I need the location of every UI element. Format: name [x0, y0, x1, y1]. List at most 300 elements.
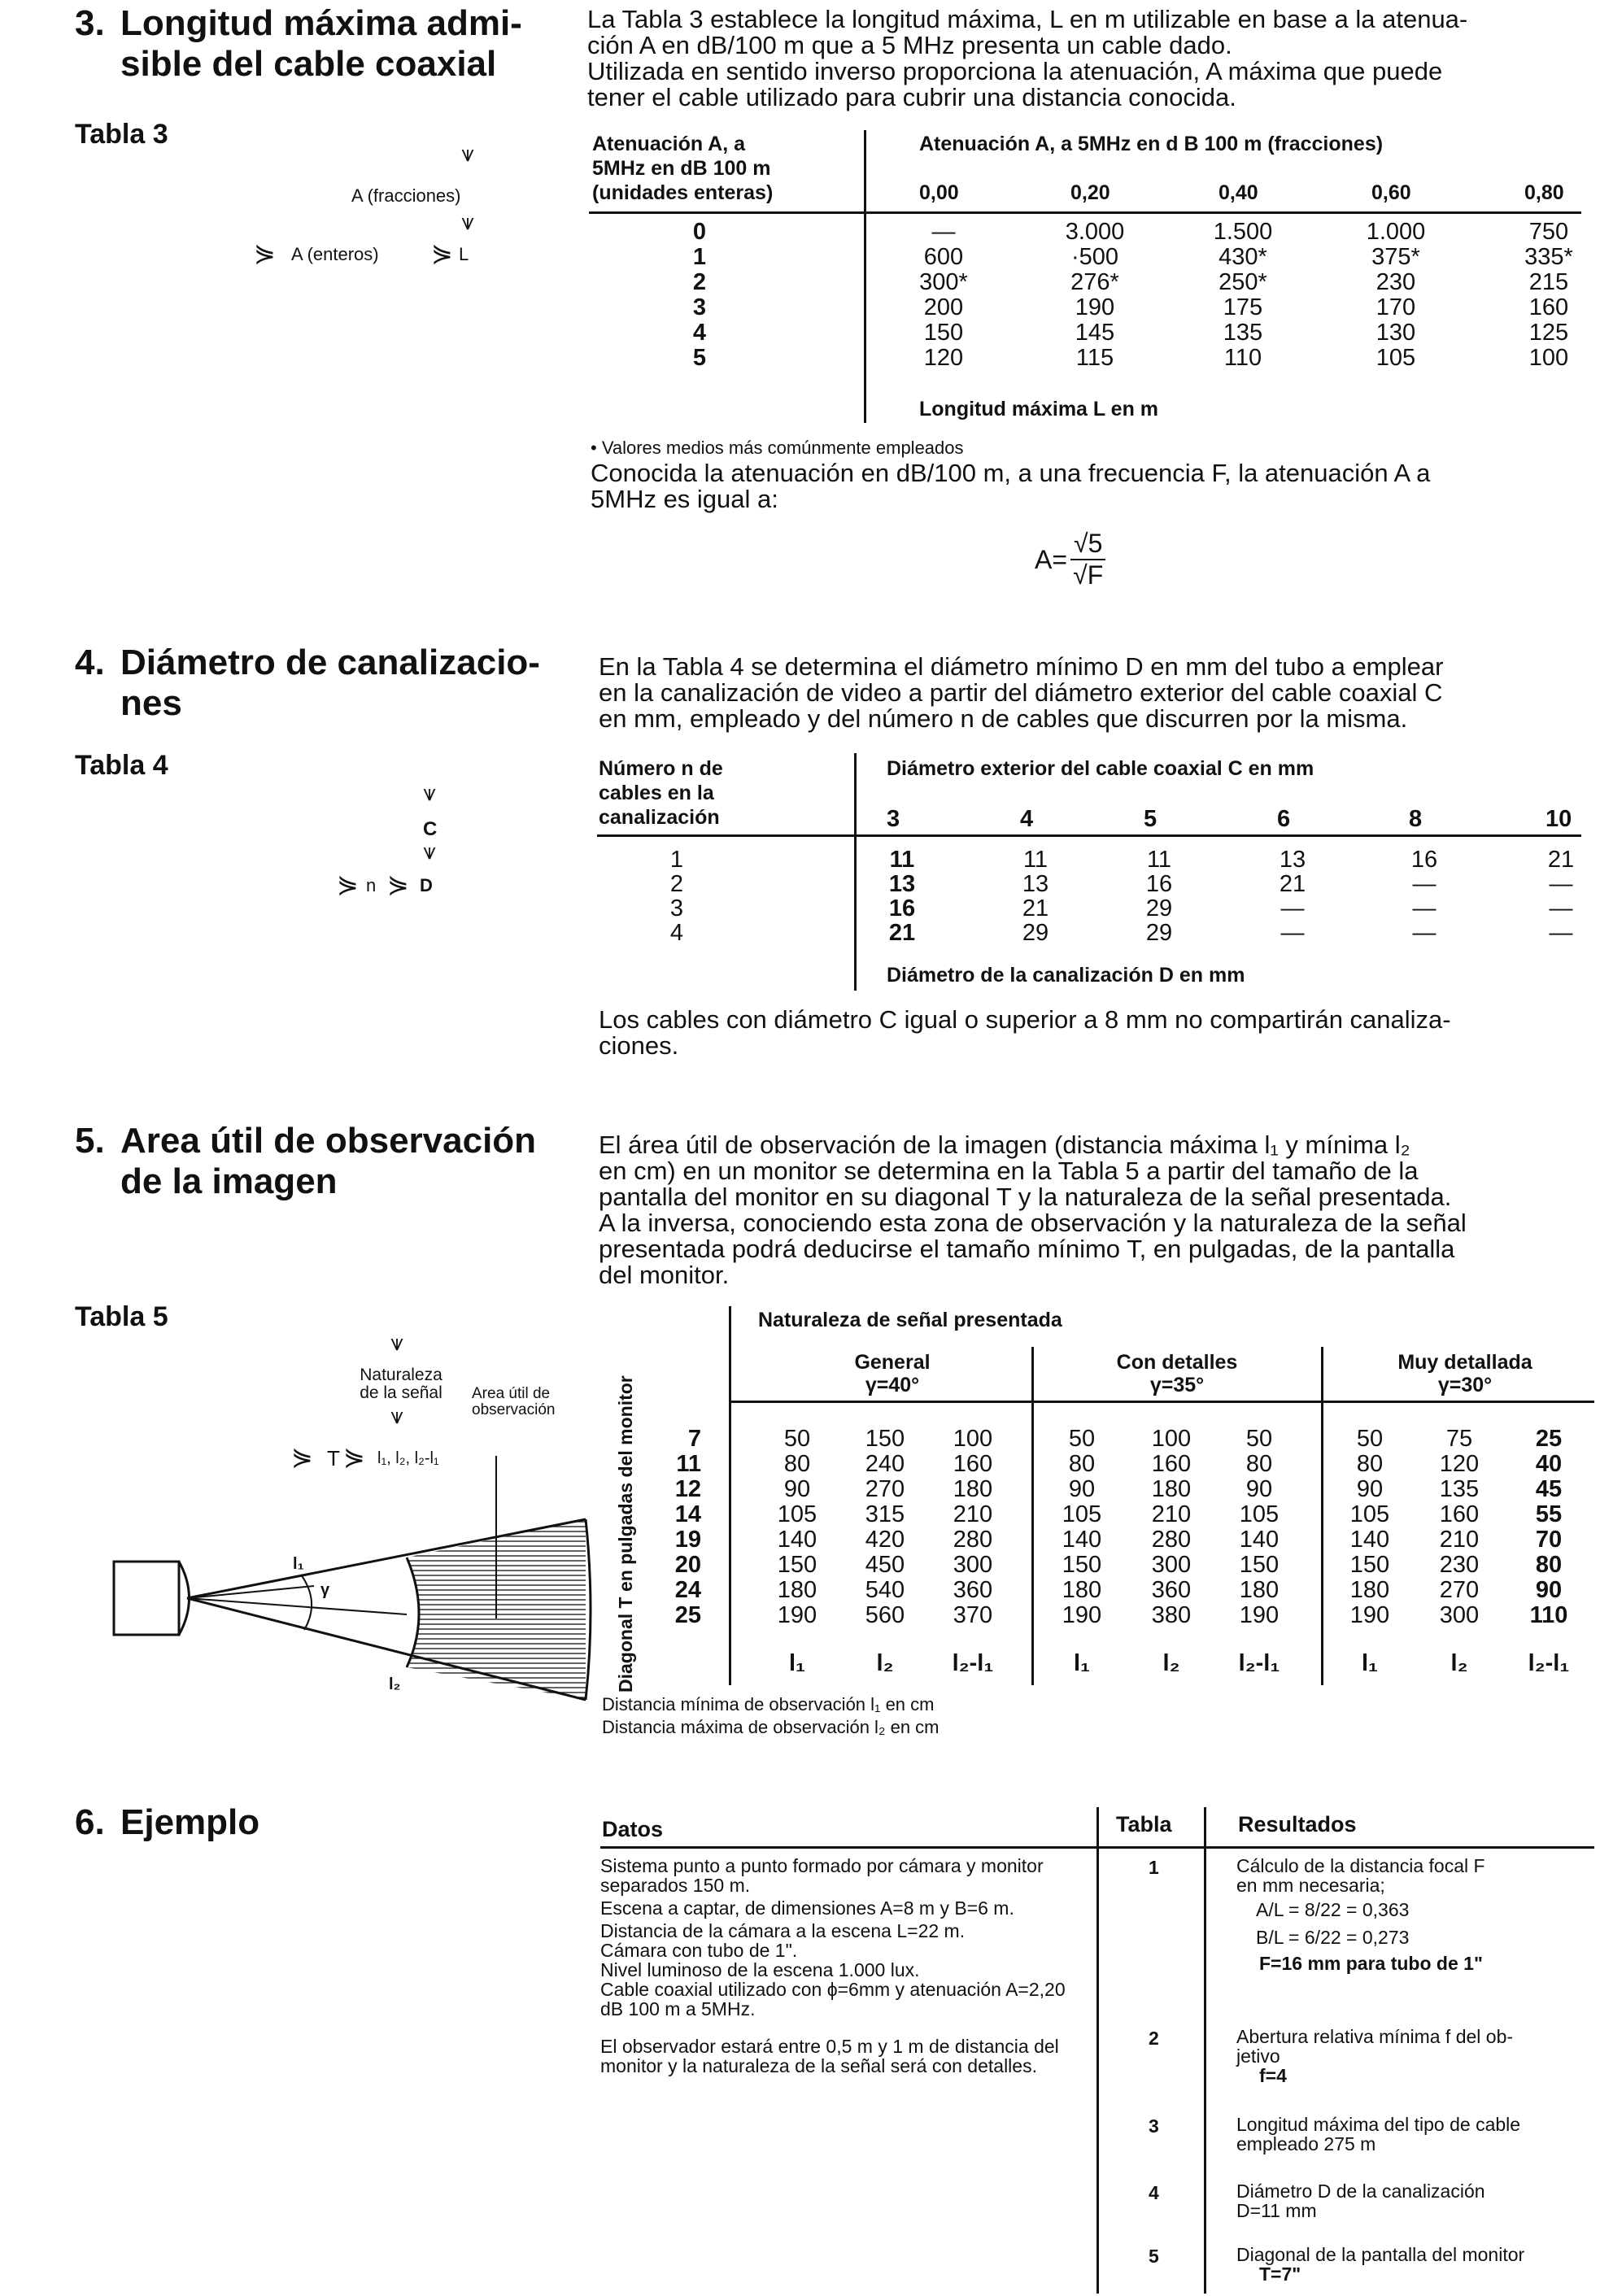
- monitor-body: [114, 1562, 179, 1635]
- table-cell: Muy detallada: [1397, 1351, 1532, 1374]
- table-cell: 40: [1535, 1451, 1563, 1477]
- table-cell: 50: [1245, 1426, 1273, 1452]
- table-cell: —: [1549, 895, 1573, 921]
- table-cell: 560: [865, 1602, 905, 1628]
- table-cell: 335*: [1524, 244, 1573, 270]
- table-cell: 300: [953, 1552, 993, 1578]
- result-formula: B/L = 6/22 = 0,273: [1256, 1927, 1410, 1948]
- table-cell: 215: [1528, 269, 1569, 295]
- table-3-col: 0,00: [919, 181, 959, 204]
- table-cell: 90: [1535, 1577, 1563, 1603]
- table-cell: 80: [1535, 1552, 1563, 1578]
- datos-item: El observador estará entre 0,5 m y 1 m de distancia del monitor y la naturaleza de la señal será con detalles.: [600, 2036, 1059, 2076]
- result-tabla-number: 1: [1149, 1857, 1159, 1878]
- l1-arc: [301, 1575, 312, 1630]
- table-cell: l₂-l₁: [1528, 1650, 1570, 1676]
- paragraph-line: Utilizada en sentido inverso proporciona la atenuación, A máxima que puede: [587, 57, 1443, 85]
- table-cell: l₁: [1361, 1650, 1379, 1676]
- arrow-right-icon: ⋟: [343, 1442, 365, 1471]
- table-cell: l₂: [1162, 1650, 1180, 1676]
- table-cell: 160: [1528, 294, 1569, 320]
- table-cell: 14: [674, 1501, 701, 1527]
- table-cell: 170: [1375, 294, 1416, 320]
- result-answer: T=7": [1259, 2263, 1301, 2285]
- table-cell: 150: [777, 1552, 817, 1578]
- result-tabla-number: 5: [1149, 2246, 1159, 2267]
- datos-item: Sistema punto a punto formado por cámara y monitor separados 150 m.: [600, 1855, 1044, 1896]
- table-cell: 150: [1239, 1552, 1280, 1578]
- table-4-left-header: [599, 756, 723, 830]
- result-line: jetivo: [1236, 2045, 1280, 2067]
- table-cell: 0: [692, 219, 707, 245]
- table-cell: 45: [1535, 1476, 1563, 1502]
- title-line: sible del cable coaxial: [120, 44, 497, 84]
- table-cell: —: [1412, 895, 1437, 921]
- table-cell: l₂-l₁: [1238, 1650, 1280, 1676]
- table-cell: 10: [1546, 806, 1572, 832]
- table-cell: —: [1280, 920, 1305, 946]
- title-line: nes: [120, 683, 182, 723]
- section-5-title: [75, 1121, 579, 1202]
- table-cell: 19: [674, 1527, 701, 1553]
- table-cell: 210: [1151, 1501, 1192, 1527]
- label-a-fracciones: A (fracciones): [351, 185, 461, 206]
- result-item: [1236, 1856, 1594, 1973]
- table-divider: [1096, 1807, 1099, 2294]
- example-header-resultados: Resultados: [1238, 1812, 1357, 1836]
- paragraph-line: del monitor.: [599, 1261, 730, 1289]
- table-cell: 90: [1356, 1476, 1384, 1502]
- table-cell: 1: [692, 244, 707, 270]
- table-cell: 190: [1349, 1602, 1390, 1628]
- table-cell: γ=35°: [1149, 1374, 1205, 1396]
- table-cell: 450: [865, 1552, 905, 1578]
- table-cell: General: [854, 1351, 931, 1374]
- result-line: empleado 275 m: [1236, 2133, 1376, 2154]
- table-cell: 270: [1439, 1577, 1480, 1603]
- arrow-down-icon: ⩛: [461, 141, 474, 166]
- table-cell: 420: [865, 1527, 905, 1553]
- table-cell: l₂: [1450, 1650, 1468, 1676]
- table-cell: 750: [1528, 219, 1569, 245]
- table-cell: 175: [1223, 294, 1263, 320]
- table-cell: 280: [1151, 1527, 1192, 1553]
- table-cell: 276*: [1070, 269, 1119, 295]
- header-line: canalización: [599, 806, 720, 829]
- table-cell: l₁: [788, 1650, 806, 1676]
- table-divider: [1204, 1807, 1206, 2294]
- table-cell: —: [1549, 920, 1573, 946]
- table-cell: 180: [1151, 1476, 1192, 1502]
- datos-item: Nivel luminoso de la escena 1.000 lux.: [600, 1959, 920, 1980]
- paragraph-line: 5MHz es igual a:: [591, 485, 778, 513]
- result-item: [1236, 2181, 1594, 2220]
- table-cell: 190: [777, 1602, 817, 1628]
- arrow-down-icon: ⩛: [390, 1403, 403, 1428]
- table-cell: ·500: [1070, 244, 1119, 270]
- table-cell: 16: [1410, 847, 1438, 873]
- section-number: 5.: [75, 1121, 105, 1161]
- result-answer: F=16 mm para tubo de 1": [1259, 1953, 1483, 1974]
- table-cell: 270: [865, 1476, 905, 1502]
- table-cell: 25: [1535, 1426, 1563, 1452]
- table-cell: 180: [1239, 1577, 1280, 1603]
- table-divider: [1031, 1347, 1034, 1685]
- table-rule: [597, 834, 1581, 837]
- table-cell: 600: [923, 244, 964, 270]
- example-datos: [600, 1856, 1066, 2076]
- table-cell: l₂: [876, 1650, 894, 1676]
- section-5-paragraph: [599, 1132, 1583, 1288]
- table-cell: 135: [1223, 320, 1263, 346]
- l2-label: l₂: [389, 1675, 401, 1693]
- legend-line: Distancia máxima de observación l₂ en cm: [602, 1717, 940, 1737]
- arrow-down-icon: ⩛: [390, 1330, 403, 1355]
- label-l: L: [459, 244, 469, 264]
- table-3-col: 0,80: [1524, 181, 1564, 204]
- outer-arc: [586, 1519, 591, 1700]
- paragraph-line: El área útil de observación de la imagen (distancia máxima l₁ y mínima l₂: [599, 1131, 1410, 1159]
- datos-item: Cámara con tubo de 1".: [600, 1940, 798, 1961]
- table-cell: 315: [865, 1501, 905, 1527]
- table-cell: 11: [676, 1451, 701, 1477]
- table-cell: 4: [692, 320, 707, 346]
- label-c: C: [423, 818, 438, 840]
- table-cell: —: [1412, 920, 1437, 946]
- result-line: Diámetro D de la canalización: [1236, 2181, 1485, 2202]
- label-n: n: [366, 875, 377, 895]
- table-cell: 29: [1022, 920, 1049, 946]
- table-cell: 13: [888, 871, 916, 897]
- arrow-right-icon: ⋟: [387, 869, 409, 899]
- paragraph-line: La Tabla 3 establece la longitud máxima, L en m utilizable en base a la atenua-: [587, 5, 1468, 33]
- table-cell: 360: [953, 1577, 993, 1603]
- table-cell: 75: [1445, 1426, 1473, 1452]
- table-cell: 230: [1375, 269, 1416, 295]
- table-cell: 300: [1151, 1552, 1192, 1578]
- table-cell: 200: [923, 294, 964, 320]
- table-cell: 145: [1075, 320, 1115, 346]
- legend-line: Distancia mínima de observación l₁ en cm: [602, 1694, 935, 1714]
- table-cell: 150: [865, 1426, 905, 1452]
- table-cell: 2: [692, 269, 707, 295]
- table-3-footer: Longitud máxima L en m: [919, 398, 1159, 420]
- result-tabla-number: 4: [1149, 2182, 1159, 2203]
- table-cell: 150: [1062, 1552, 1102, 1578]
- table-cell: 180: [953, 1476, 993, 1502]
- table-cell: 20: [674, 1552, 701, 1578]
- formula-lhs: A=: [1035, 544, 1068, 574]
- table-cell: 90: [783, 1476, 811, 1502]
- table-cell: 115: [1075, 345, 1114, 371]
- table-cell: 80: [783, 1451, 811, 1477]
- table-3-col: 0,40: [1219, 181, 1258, 204]
- section-4-paragraph: [599, 654, 1583, 732]
- table-cell: 29: [1145, 895, 1173, 921]
- label-d: D: [420, 875, 433, 895]
- table-cell: 190: [1075, 294, 1115, 320]
- result-item: [1236, 2245, 1594, 2284]
- table-cell: 1: [669, 847, 684, 873]
- table-cell: 80: [1356, 1451, 1384, 1477]
- table-cell: 120: [1439, 1451, 1480, 1477]
- table-3-note: • Valores medios más comúnmente empleados: [591, 438, 964, 458]
- gamma-label: γ: [320, 1581, 330, 1599]
- result-line: Longitud máxima del tipo de cable: [1236, 2114, 1521, 2135]
- table-cell: 12: [674, 1476, 701, 1502]
- table-cell: 300*: [919, 269, 968, 295]
- table-cell: 55: [1535, 1501, 1563, 1527]
- table-3-col: 0,60: [1371, 181, 1411, 204]
- table-cell: 11: [1146, 847, 1172, 873]
- label-outputs: l₁, l₂, l₂-l₁: [377, 1449, 439, 1467]
- table-divider: [854, 753, 857, 991]
- table-cell: Con detalles: [1116, 1351, 1238, 1374]
- section-4-note: [599, 1007, 1583, 1059]
- paragraph-line: A la inversa, conociendo esta zona de observación y la naturaleza de la señal: [599, 1209, 1467, 1237]
- table-cell: —: [1280, 895, 1305, 921]
- label-a-enteros: A (enteros): [291, 244, 379, 264]
- table-cell: 2: [669, 871, 684, 897]
- header-line: 5MHz en dB 100 m: [592, 157, 771, 180]
- table-cell: 21: [1279, 871, 1306, 897]
- section-3-title: [75, 3, 563, 85]
- arrow-down-icon: ⩛: [423, 839, 436, 864]
- table-4-footer: Diámetro de la canalización D en mm: [887, 964, 1245, 987]
- section-number: 3.: [75, 3, 105, 43]
- table-cell: 135: [1439, 1476, 1480, 1502]
- table-cell: 190: [1062, 1602, 1102, 1628]
- table-cell: 4: [669, 920, 684, 946]
- table-cell: 16: [888, 895, 916, 921]
- label-line: de la señal: [360, 1383, 443, 1402]
- table-cell: 24: [674, 1577, 701, 1603]
- table-cell: 100: [953, 1426, 993, 1452]
- header-line: cables en la: [599, 782, 714, 804]
- table-cell: 360: [1151, 1577, 1192, 1603]
- table-cell: 4: [1020, 806, 1034, 832]
- example-header-tabla: Tabla: [1116, 1812, 1172, 1836]
- table-cell: 16: [1145, 871, 1173, 897]
- formula-denominator: √F: [1073, 560, 1104, 590]
- table-5-vertical-label: [612, 1375, 639, 1697]
- observation-cone-diagram: [106, 1456, 610, 1749]
- header-line: Atenuación A, a: [592, 133, 745, 155]
- section-number: 6.: [75, 1802, 105, 1842]
- label-line: Area útil de: [472, 1385, 551, 1402]
- table-cell: 3.000: [1065, 219, 1125, 245]
- title-line: Longitud máxima admi-: [120, 3, 522, 43]
- result-item: [1236, 2027, 1594, 2085]
- table-cell: 8: [1409, 806, 1423, 832]
- table-cell: 110: [1529, 1602, 1568, 1628]
- formula: [1035, 529, 1105, 590]
- table-cell: 160: [953, 1451, 993, 1477]
- label-t: T: [327, 1446, 340, 1470]
- table-divider: [864, 130, 866, 423]
- result-answer: f=4: [1259, 2065, 1287, 2086]
- table-cell: 210: [1439, 1527, 1480, 1553]
- title-line: Area útil de observación: [120, 1121, 537, 1161]
- paragraph-line: pantalla del monitor en su diagonal T y la naturaleza de la señal presentada.: [599, 1183, 1452, 1211]
- table-cell: 160: [1439, 1501, 1480, 1527]
- result-line: Diagonal de la pantalla del monitor: [1236, 2244, 1525, 2265]
- table-cell: γ=30°: [1437, 1374, 1493, 1396]
- table-cell: 180: [1062, 1577, 1102, 1603]
- result-line: D=11 mm: [1236, 2200, 1317, 2221]
- label-line: Naturaleza: [360, 1366, 443, 1384]
- table-cell: 110: [1223, 345, 1262, 371]
- table-divider: [1321, 1347, 1323, 1685]
- table-rule: [589, 211, 1581, 214]
- table-cell: 240: [865, 1451, 905, 1477]
- area-util-label: [472, 1386, 555, 1418]
- table-cell: 1.000: [1366, 219, 1426, 245]
- result-formula: A/L = 8/22 = 0,363: [1256, 1899, 1410, 1920]
- tabla-3-label: Tabla 3: [75, 119, 168, 150]
- title-line: Ejemplo: [120, 1802, 260, 1842]
- table-divider: [729, 1306, 731, 1685]
- table-cell: l₁: [1073, 1650, 1091, 1676]
- table-cell: 125: [1528, 320, 1569, 346]
- datos-item: Cable coaxial utilizado con ϕ=6mm y atenuación A=2,20 dB 100 m a 5MHz.: [600, 1979, 1066, 2019]
- table-cell: 105: [1349, 1501, 1390, 1527]
- datos-item: Escena a captar, de dimensiones A=8 m y B=6 m.: [600, 1897, 1014, 1919]
- table-cell: 6: [1277, 806, 1291, 832]
- section-number: 4.: [75, 643, 105, 682]
- table-3-col: 0,20: [1070, 181, 1110, 204]
- table-cell: 150: [923, 320, 964, 346]
- section-3-paragraph: [587, 7, 1572, 111]
- table-cell: 13: [1279, 847, 1306, 873]
- table-cell: 100: [1528, 345, 1569, 371]
- arrow-right-icon: ⋟: [337, 869, 359, 899]
- arrow-right-icon: ⋟: [431, 238, 453, 268]
- table-cell: —: [931, 219, 956, 245]
- result-line: Cálculo de la distancia focal F: [1236, 1855, 1485, 1876]
- table-cell: 21: [1547, 847, 1575, 873]
- table-cell: 210: [953, 1501, 993, 1527]
- tabla-4-label: Tabla 4: [75, 750, 168, 781]
- result-line: Abertura relativa mínima f del ob-: [1236, 2026, 1514, 2047]
- table-cell: 105: [1239, 1501, 1280, 1527]
- table-cell: 140: [1062, 1527, 1102, 1553]
- paragraph-line: ciones.: [599, 1031, 679, 1060]
- title-line: Diámetro de canalizacio-: [120, 643, 540, 682]
- table-cell: 280: [953, 1527, 993, 1553]
- table-cell: 105: [777, 1501, 817, 1527]
- table-cell: 80: [1068, 1451, 1096, 1477]
- table-cell: γ=40°: [865, 1374, 920, 1396]
- paragraph-line: Los cables con diámetro C igual o superior a 8 mm no compartirán canaliza-: [599, 1005, 1451, 1034]
- vertical-label-text: Diagonal T en pulgadas del monitor: [615, 1375, 636, 1693]
- paragraph-line: ción A en dB/100 m que a 5 MHz presenta un cable dado.: [587, 31, 1232, 59]
- table-cell: 11: [1022, 847, 1049, 873]
- paragraph-line: En la Tabla 4 se determina el diámetro mínimo D en mm del tubo a emplear: [599, 652, 1444, 681]
- table-cell: 80: [1245, 1451, 1273, 1477]
- table-cell: 21: [888, 920, 916, 946]
- table-cell: l₂-l₁: [952, 1650, 994, 1676]
- paragraph-line: en la canalización de video a partir del diámetro exterior del cable coaxial C: [599, 678, 1443, 707]
- formula-numerator: √5: [1070, 529, 1105, 560]
- arrow-down-icon: ⩛: [461, 209, 474, 234]
- label-line: observación: [472, 1401, 556, 1418]
- paragraph-line: Conocida la atenuación en dB/100 m, a una frecuencia F, la atenuación A a: [591, 459, 1431, 487]
- table-cell: 300: [1439, 1602, 1480, 1628]
- table-cell: 430*: [1219, 244, 1267, 270]
- section-3-paragraph-2: [591, 460, 1579, 512]
- l1-line: [187, 1586, 314, 1598]
- title-line: de la imagen: [120, 1161, 338, 1201]
- table-cell: 25: [674, 1602, 701, 1628]
- table-rule: [729, 1401, 1594, 1403]
- table-cell: 380: [1151, 1602, 1192, 1628]
- table-cell: 100: [1151, 1426, 1192, 1452]
- section-4-title: [75, 643, 563, 724]
- paragraph-line: en mm, empleado y del número n de cables que discurren por la misma.: [599, 704, 1408, 733]
- table-cell: 230: [1439, 1552, 1480, 1578]
- arrow-down-icon: ⩛: [423, 780, 436, 805]
- table-5-legend: [602, 1693, 940, 1739]
- header-line: (unidades enteras): [592, 181, 774, 204]
- table-cell: 105: [1062, 1501, 1102, 1527]
- table-cell: 540: [865, 1577, 905, 1603]
- result-tabla-number: 2: [1149, 2028, 1159, 2049]
- table-cell: 130: [1375, 320, 1416, 346]
- table-cell: 180: [777, 1577, 817, 1603]
- table-cell: 5: [1144, 806, 1157, 832]
- table-cell: 90: [1068, 1476, 1096, 1502]
- result-line: en mm necesaria;: [1236, 1875, 1385, 1896]
- table-cell: 105: [1375, 345, 1416, 371]
- paragraph-line: tener el cable utilizado para cubrir una distancia conocida.: [587, 83, 1236, 111]
- table-cell: 90: [1245, 1476, 1273, 1502]
- result-tabla-number: 3: [1149, 2115, 1159, 2137]
- table-cell: 150: [1349, 1552, 1390, 1578]
- l1-label: l₁: [293, 1555, 304, 1573]
- table-cell: 140: [1239, 1527, 1280, 1553]
- table-cell: 70: [1535, 1527, 1563, 1553]
- table-cell: 120: [923, 345, 964, 371]
- table-cell: —: [1412, 871, 1437, 897]
- table-cell: 50: [1068, 1426, 1096, 1452]
- table-cell: 7: [687, 1426, 701, 1452]
- table-cell: 1.500: [1213, 219, 1273, 245]
- table-cell: 11: [889, 847, 915, 873]
- table-cell: 29: [1145, 920, 1173, 946]
- header-line: Número n de: [599, 757, 723, 780]
- table-cell: 250*: [1219, 269, 1267, 295]
- example-header-datos: Datos: [602, 1817, 664, 1841]
- table-4-top-header: Diámetro exterior del cable coaxial C en mm: [887, 757, 1314, 780]
- paragraph-line: presentada podrá deducirse el tamaño mínimo T, en pulgadas, de la pantalla: [599, 1235, 1455, 1263]
- table-cell: 50: [783, 1426, 811, 1452]
- table-cell: —: [1549, 871, 1573, 897]
- table-cell: 3: [887, 806, 900, 832]
- label-naturaleza: [356, 1366, 446, 1402]
- tabla-5-label: Tabla 5: [75, 1301, 168, 1332]
- table-cell: 3: [692, 294, 707, 320]
- table-cell: 370: [953, 1602, 993, 1628]
- arrow-right-icon: ⋟: [254, 238, 276, 268]
- table-cell: 180: [1349, 1577, 1390, 1603]
- table-3-left-header: [592, 132, 773, 205]
- table-cell: 190: [1239, 1602, 1280, 1628]
- result-item: [1236, 2115, 1594, 2154]
- datos-item: Distancia de la cámara a la escena L=22 m.: [600, 1920, 966, 1941]
- table-cell: 140: [777, 1527, 817, 1553]
- section-6-title: [75, 1802, 259, 1843]
